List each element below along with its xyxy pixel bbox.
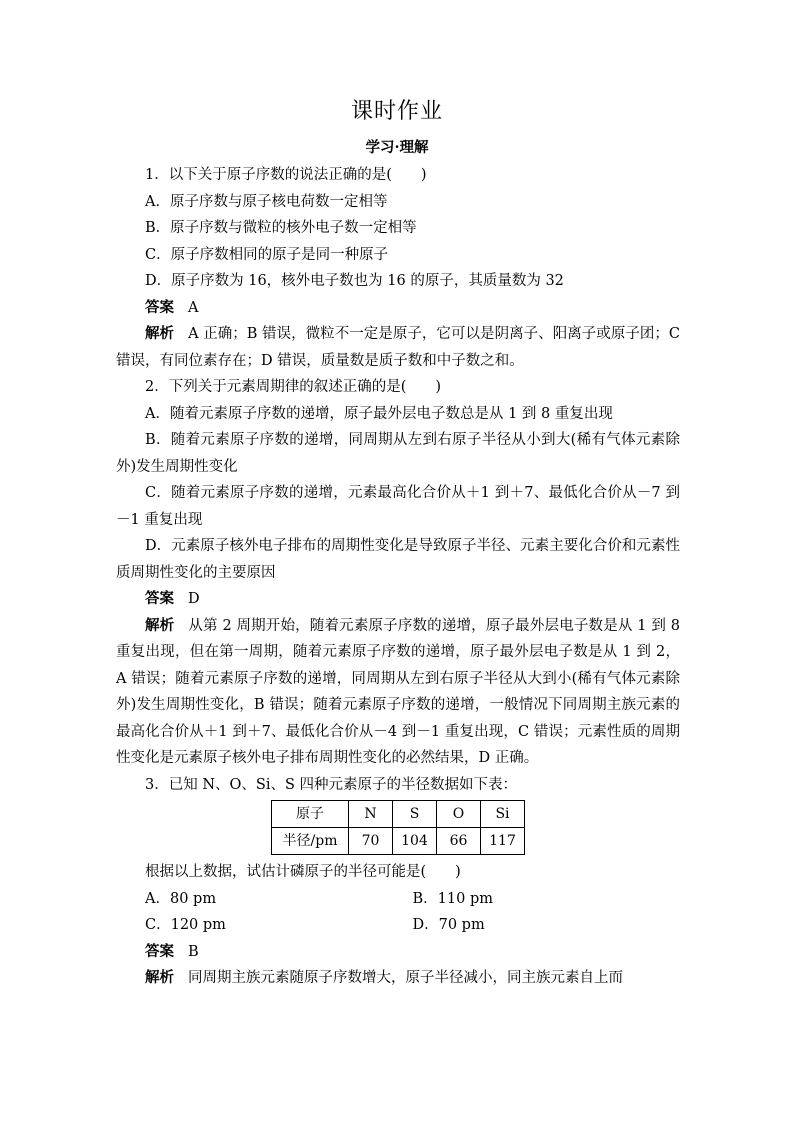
q3-question: 根据以上数据，试估计磷原子的半径可能是( )	[145, 864, 461, 880]
q1-answer: A	[188, 299, 199, 316]
table-cell: 104	[393, 828, 437, 855]
q1-stem: 1．以下关于原子序数的说法正确的是( )	[145, 167, 427, 183]
q3-options-row-2	[116, 912, 680, 939]
table-cell: 66	[437, 828, 481, 855]
q3-option-a: A．80 pm	[145, 890, 217, 907]
analysis-label: 解析	[145, 969, 174, 986]
q2-option-c: C．随着元素原子序数的递增，元素最高化合价从＋1 到＋7、最低化合价从－7 到－1 重复出现	[116, 485, 680, 528]
q1-option-c: C．原子序数相同的原子是同一种原子	[145, 246, 389, 263]
page-title: 课时作业	[350, 99, 443, 124]
q3-stem: 3．已知 N、O、Si、S 四种元素原子的半径数据如下表：	[145, 776, 518, 793]
q2-answer-line	[116, 586, 680, 613]
table-row	[272, 801, 525, 828]
answer-label: 答案	[145, 298, 174, 316]
answer-label: 答案	[145, 590, 174, 607]
q2-option-d: D．元素原子核外电子排布的周期性变化是导致原子半径、元素主要化合价和元素性质周期性变化的主要原因	[116, 538, 680, 581]
q2-option-b: B．随着元素原子序数的递增，同周期从左到右原子半径从小到大(稀有气体元素除外)发生周期性变化	[116, 432, 680, 475]
analysis-label: 解析	[145, 616, 175, 634]
q3-options-row-1	[116, 886, 680, 913]
q3-analysis-line	[116, 965, 680, 992]
q2-stem: 2．下列关于元素周期律的叙述正确的是( )	[145, 379, 442, 395]
q2-answer: D	[188, 591, 200, 607]
q2-analysis: 从第 2 周期开始，随着元素原子序数的递增，原子最外层电子数是从 1 到 8 重复出现，但在第一周期，随着元素原子序数的递增，原子最外层电子数是从 1 到 2，A 错误；随着元素原子序数的递增，同周期从左到右原子半径从大到小(稀有气体元素除外)发生周期性变化，B 错误；随着元素原子序数的递增，一般情况下同周期主族元素的最高化合价从＋1 到＋7、最低化合价从－4 到－1 重复出现，C 错误；元素性质的周期性变化是元素原子核外电子排布周期性变化的必然结果，D 正确。	[116, 617, 680, 766]
analysis-label: 解析	[145, 325, 175, 342]
table-cell: 半径/pm	[272, 828, 349, 855]
q3-analysis: 同周期主族元素随原子序数增大，原子半径减小，同主族元素自上而	[188, 970, 623, 986]
table-cell: 70	[349, 828, 393, 855]
table-cell: S	[393, 801, 437, 828]
q3-option-c: C．120 pm	[145, 917, 226, 933]
table-cell: 117	[481, 828, 525, 855]
q3-option-d: D．70 pm	[412, 917, 485, 933]
answer-label: 答案	[145, 942, 174, 960]
table-cell: Si	[481, 801, 525, 828]
q1-answer-line	[116, 295, 680, 322]
question-list	[116, 162, 680, 992]
table-row	[272, 828, 525, 855]
q2-analysis-line	[116, 613, 680, 772]
q1-option-a: A．原子序数与原子核电荷数一定相等	[145, 193, 388, 210]
q1-analysis: A 正确；B 错误，微粒不一定是原子，它可以是阴离子、阳离子或原子团；C 错误，有同位素存在；D 错误，质量数是质子数和中子数之和。	[116, 326, 681, 369]
q3-option-b: B．110 pm	[412, 890, 493, 907]
table-cell: O	[437, 801, 481, 828]
q1-option-d: D．原子序数为 16，核外电子数也为 16 的原子，其质量数为 32	[145, 273, 564, 289]
section-subtitle: 学习·理解	[365, 139, 429, 156]
q1-analysis-line	[116, 321, 680, 374]
q1-option-b: B．原子序数与微粒的核外电子数一定相等	[145, 220, 417, 236]
q3-answer: B	[188, 943, 199, 960]
q2-option-a: A．随着元素原子序数的递增，原子最外层电子数总是从 1 到 8 重复出现	[145, 405, 613, 422]
table-cell: N	[349, 801, 393, 828]
q3-answer-line	[116, 939, 680, 966]
atomic-radius-table	[271, 800, 525, 855]
table-cell: 原子	[272, 801, 349, 828]
